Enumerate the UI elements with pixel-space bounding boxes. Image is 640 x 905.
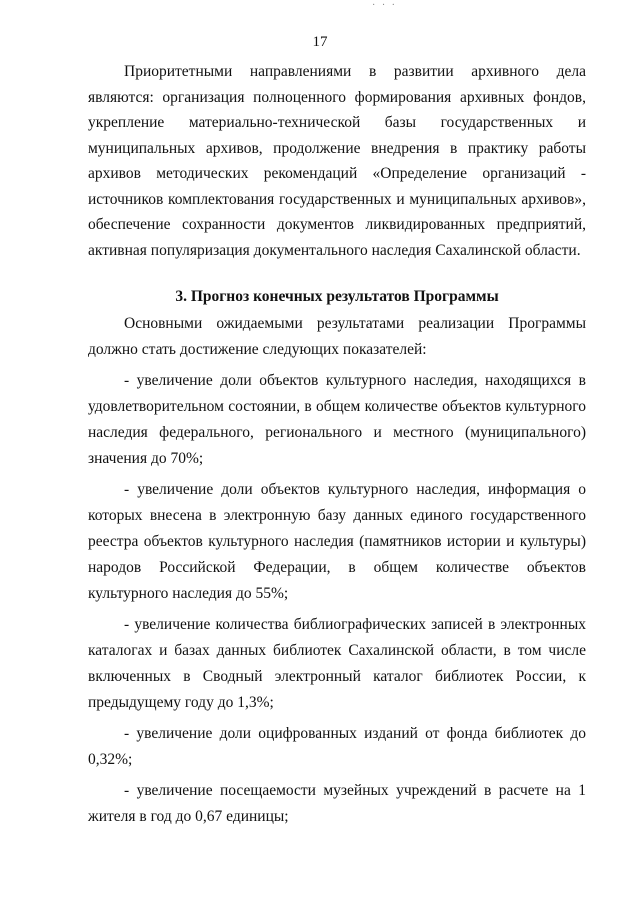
page-content xyxy=(88,59,586,835)
list-item: - увеличение доли объектов культурного наследия, находящихся в удовлетворительном состоянии, в общем количестве объектов культурного наследия федерального, регионального и местного (муниципального) значения до 70%; xyxy=(88,372,586,467)
list-item: - увеличение доли оцифрованных изданий от фонда библиотек до 0,32%; xyxy=(88,725,586,768)
page-number: 17 xyxy=(312,34,328,50)
list-item: - увеличение количества библиографических записей в электронных каталогах и базах данных библиотек Сахалинской области, в том числе включенных в Сводный электронный каталог библиотек России, к предыдущему году до 1,3%; xyxy=(88,616,586,711)
results-list xyxy=(88,368,586,830)
top-scan-mark: · · · xyxy=(372,0,397,11)
list-item: - увеличение посещаемости музейных учреждений в расчете на 1 жителя в год до 0,67 единицы; xyxy=(88,782,586,825)
section-heading: 3. Прогноз конечных результатов Программы xyxy=(175,288,499,305)
paragraph-archive-priorities: Приоритетными направлениями в развитии архивного дела являются: организация полноценного формирования архивных фондов, укрепление материально-технической базы государственных и муниципальных архивов, продолжение внедрения в практику работы архивов методических рекомендаций «Определение организаций - источников комплектования государственных и муниципальных архивов», обеспечение сохранности документов ликвидированных предприятий, активная популяризация документального наследия Сахалинской области. xyxy=(88,63,586,259)
list-item: - увеличение доли объектов культурного наследия, информация о которых внесена в электронную базу данных единого государственного реестра объектов культурного наследия (памятников истории и культуры) народов Российской Федерации, в общем количестве объектов культурного наследия до 55%; xyxy=(88,481,586,602)
paragraph-intro: Основными ожидаемыми результатами реализации Программы должно стать достижение следующих показателей: xyxy=(88,315,586,358)
